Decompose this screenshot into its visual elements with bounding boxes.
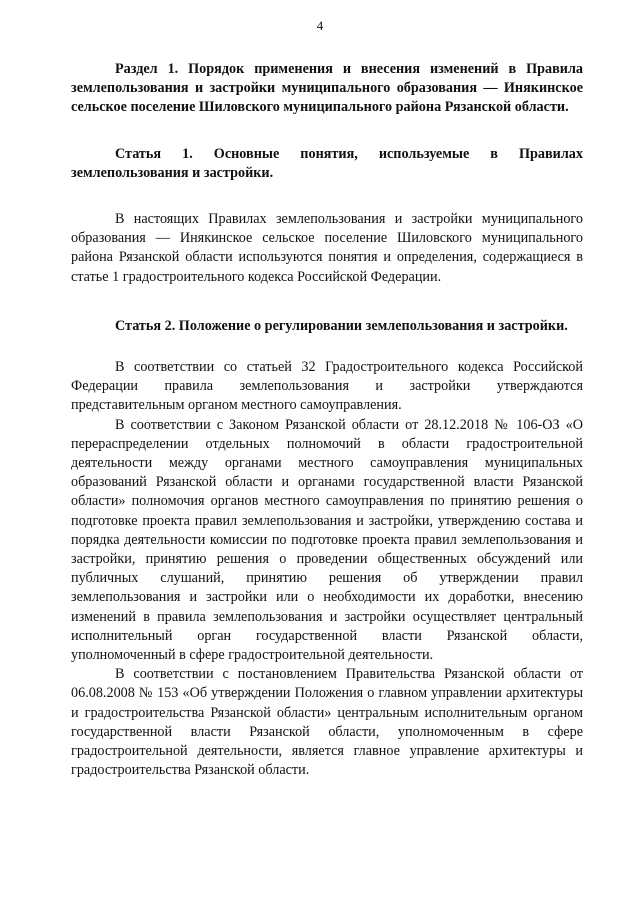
page-number: 4: [316, 18, 324, 33]
spacer: [71, 183, 583, 210]
article-2-paragraph: В соответствии со статьей 32 Градостроительного кодекса Российской Федерации правила землепользования и застройки утверждаются представительным органом местного самоуправления.: [71, 359, 583, 414]
article-2-heading: Статья 2. Положение о регулировании землепользования и застройки.: [115, 317, 568, 334]
article-1-paragraph: В настоящих Правилах землепользования и застройки муниципального образования — Инякинское сельское поселение Шиловского муниципального района Рязанской области используются понятия и определения, содержащиеся в статье 1 градостроительного кодекса Российской Федерации.: [71, 211, 583, 285]
spacer: [71, 287, 583, 317]
spacer: [71, 118, 583, 145]
article-1-heading: Статья 1. Основные понятия, используемые в Правилах землепользования и застройки.: [71, 145, 583, 181]
article-2-paragraph: В соответствии с Законом Рязанской области от 28.12.2018 № 106-ОЗ «О перераспределении отдельных полномочий в области градостроительной деятельности между органами местного самоуправления муниципальных образований Рязанской области и органами государственной власти Рязанской области» полномочия органов местного самоуправления по принятию решения о подготовке проекта правил землепользования и застройки, утверждению состава и порядка деятельности комиссии по подготовке проекта правил землепользования и застройки, принятию решения о проведении общественных обсуждений или публичных слушаний, принятию решения об утверждении правил землепользования и застройки или о необходимости их доработки, внесению изменений в правила землепользования и застройки осуществляет центральный исполнительный орган государственной власти Рязанской области, уполномоченный в сфере градостроительной деятельности.: [71, 416, 583, 664]
article-2-paragraph: В соответствии с постановлением Правительства Рязанской области от 06.08.2008 № 153 «Об утверждении Положения о главном управлении архитектуры и градостроительства Рязанской области» центральным исполнительным органом государственной власти Рязанской области, уполномоченным в сфере градостроительной деятельности, является главное управление архитектуры и градостроительства Рязанской области.: [71, 666, 583, 779]
section-heading: Раздел 1. Порядок применения и внесения изменений в Правила землепользования и застройки муниципального образования — Инякинское сельское поселение Шиловского муниципального района Рязанской области.: [71, 61, 583, 116]
spacer: [71, 336, 583, 358]
document-body: [71, 60, 583, 781]
